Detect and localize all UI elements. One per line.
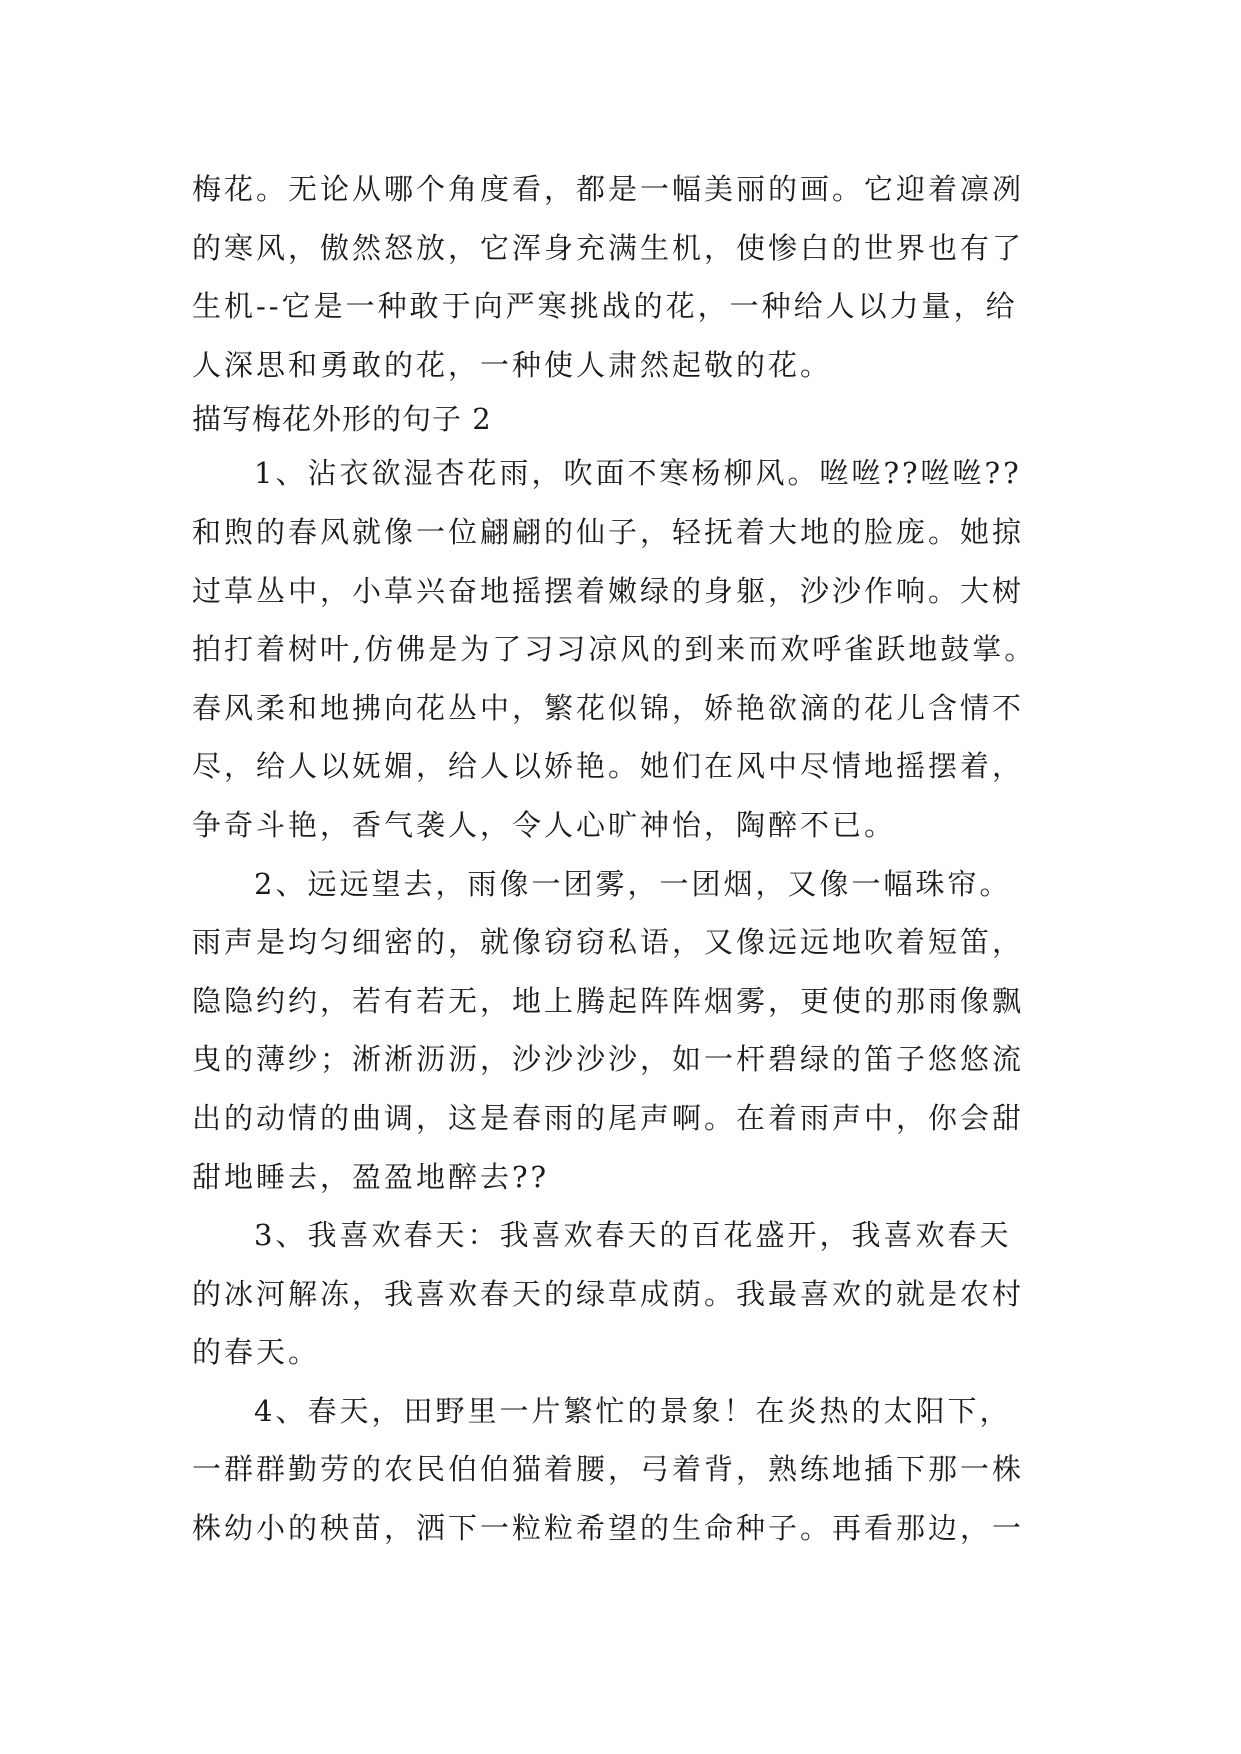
text-line: 和煦的春风就像一位翩翩的仙子，轻抚着大地的脸庞。她掠	[192, 514, 1025, 549]
text-line: 3、我喜欢春天：我喜欢春天的百花盛开，我喜欢春天	[254, 1218, 1012, 1253]
text-line: 甜地睡去，盈盈地醉去??	[192, 1159, 550, 1194]
text-line: 2、远远望去，雨像一团雾，一团烟，又像一幅珠帘。	[254, 866, 1012, 901]
paragraph-2	[192, 855, 1054, 1207]
section-heading: 描写梅花外形的句子 2	[192, 402, 492, 437]
paragraph-4	[192, 1382, 1054, 1558]
intro-paragraph	[192, 160, 1054, 394]
text-line: 隐隐约约，若有若无，地上腾起阵阵烟雾，更使的那雨像飘	[192, 983, 1025, 1018]
document-page	[192, 160, 1054, 1558]
paragraph-3	[192, 1206, 1054, 1382]
text-line: 的寒风，傲然怒放，它浑身充满生机，使惨白的世界也有了	[192, 230, 1025, 265]
text-line: 争奇斗艳，香气袭人，令人心旷神怡，陶醉不已。	[192, 807, 897, 842]
text-line: 过草丛中，小草兴奋地摇摆着嫩绿的身躯，沙沙作响。大树	[192, 573, 1025, 608]
text-line: 尽，给人以妩媚，给人以娇艳。她们在风中尽情地摇摆着，	[192, 749, 1025, 784]
text-line: 雨声是均匀细密的，就像窃窃私语，又像远远地吹着短笛，	[192, 925, 1025, 960]
text-line: 的春天。	[192, 1335, 321, 1370]
text-line: 株幼小的秧苗，洒下一粒粒希望的生命种子。再看那边，一	[192, 1511, 1025, 1546]
text-line: 4、春天，田野里一片繁忙的景象！在炎热的太阳下，	[254, 1393, 1012, 1428]
text-line: 的冰河解冻，我喜欢春天的绿草成荫。我最喜欢的就是农村	[192, 1276, 1025, 1311]
text-line: 春风柔和地拂向花丛中，繁花似锦，娇艳欲滴的花儿含情不	[192, 690, 1025, 725]
text-line: 1、沾衣欲湿杏花雨，吹面不寒杨柳风。咝咝??咝咝??	[254, 456, 1022, 491]
text-line: 梅花。无论从哪个角度看，都是一幅美丽的画。它迎着凛冽	[192, 172, 1025, 206]
paragraph-1	[192, 444, 1054, 854]
text-line: 一群群勤劳的农民伯伯猫着腰，弓着背，熟练地插下那一株	[192, 1452, 1025, 1487]
text-line: 出的动情的曲调，这是春雨的尾声啊。在着雨声中，你会甜	[192, 1100, 1025, 1135]
text-line: 曳的薄纱；淅淅沥沥，沙沙沙沙，如一杆碧绿的笛子悠悠流	[192, 1042, 1025, 1077]
text-line: 生机--它是一种敢于向严寒挑战的花，一种给人以力量，给	[192, 289, 1018, 324]
text-line: 人深思和勇敢的花，一种使人肃然起敬的花。	[192, 347, 833, 382]
text-line: 拍打着树叶,仿佛是为了习习凉风的到来而欢呼雀跃地鼓掌。	[192, 632, 1037, 667]
